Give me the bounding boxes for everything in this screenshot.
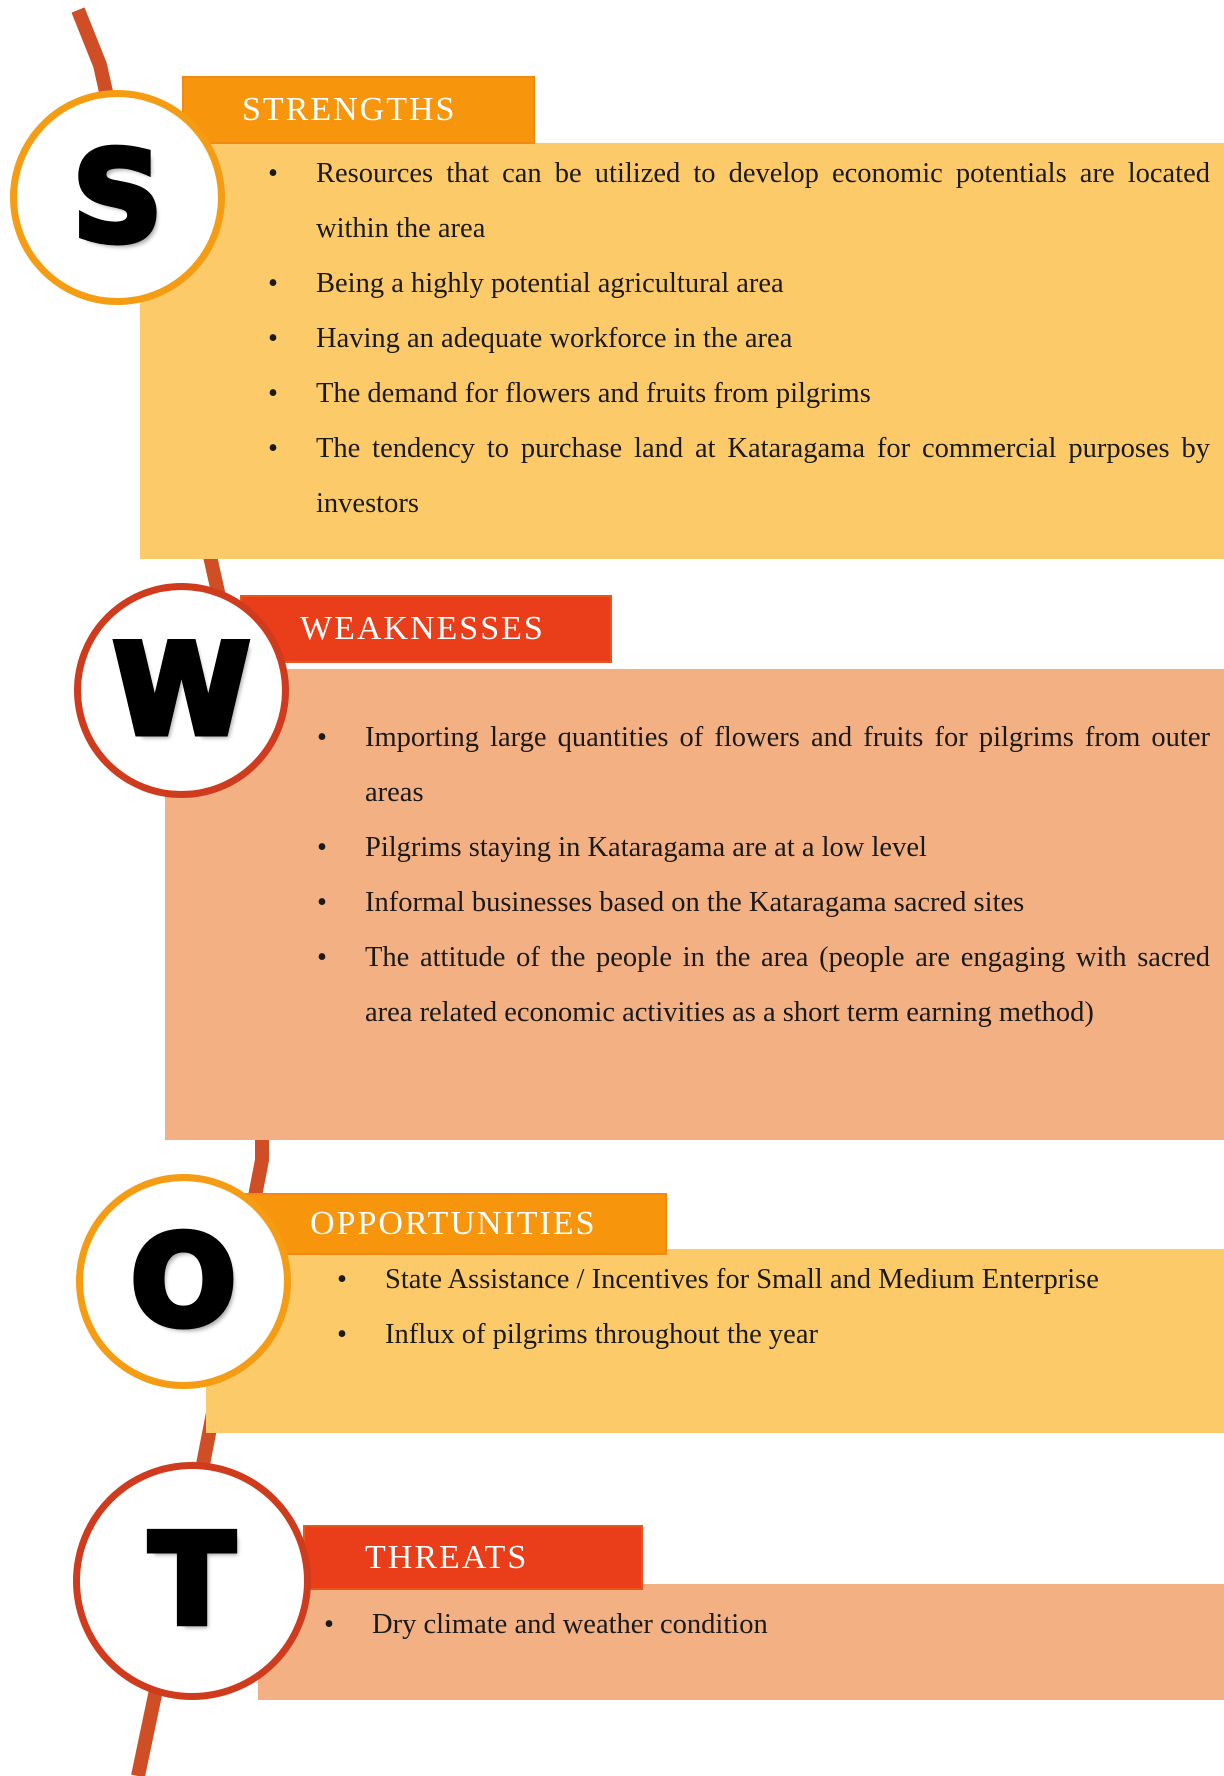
bullet-icon: •: [317, 722, 327, 753]
bullet-icon: •: [337, 1319, 347, 1350]
list-item: • The attitude of the people in the area (people are engaging with sacred area related economic activities as a short term earning method): [317, 930, 1210, 1040]
list-item: • State Assistance / Incentives for Small and Medium Enterprise: [337, 1252, 1210, 1307]
opportunities-circle: [76, 1174, 291, 1389]
bullet-icon: •: [317, 832, 327, 863]
list-item: • The demand for flowers and fruits from pilgrims: [268, 366, 1210, 421]
list-item: • Informal businesses based on the Kataragama sacred sites: [317, 875, 1210, 930]
bullet-icon: •: [317, 887, 327, 918]
weaknesses-letter: W: [113, 618, 250, 763]
opportunities-list: [337, 1252, 1210, 1362]
bullet-icon: •: [268, 323, 278, 354]
opportunities-title: OPPORTUNITIES: [310, 1205, 597, 1242]
strengths-list: [268, 146, 1210, 531]
bullet-icon: •: [268, 433, 278, 464]
list-item: • Pilgrims staying in Kataragama are at a low level: [317, 820, 1210, 875]
list-item: • Having an adequate workforce in the area: [268, 311, 1210, 366]
bullet-icon: •: [268, 268, 278, 299]
weaknesses-label: [240, 595, 612, 663]
weaknesses-circle: [74, 583, 289, 798]
list-item: • Resources that can be utilized to develop economic potentials are located within the area: [268, 146, 1210, 256]
bullet-icon: •: [268, 158, 278, 189]
list-item: • Importing large quantities of flowers and fruits for pilgrims from outer areas: [317, 710, 1210, 820]
opportunities-letter: O: [130, 1209, 237, 1354]
strengths-title: STRENGTHS: [242, 91, 457, 128]
strengths-label: [182, 76, 535, 144]
weaknesses-title: WEAKNESSES: [300, 610, 545, 647]
weaknesses-list: [317, 710, 1210, 1040]
bullet-icon: •: [324, 1609, 334, 1640]
bullet-icon: •: [268, 378, 278, 409]
threats-circle: [73, 1462, 311, 1700]
threats-list: [324, 1597, 1210, 1652]
bullet-icon: •: [317, 942, 327, 973]
threats-label: [303, 1525, 643, 1590]
list-item: • Influx of pilgrims throughout the year: [337, 1307, 1210, 1362]
bullet-icon: •: [337, 1264, 347, 1295]
threats-letter: T: [149, 1509, 235, 1653]
opportunities-label: [240, 1193, 667, 1255]
list-item: • The tendency to purchase land at Kataragama for commercial purposes by investors: [268, 421, 1210, 531]
threats-title: THREATS: [365, 1538, 529, 1576]
strengths-letter: S: [72, 125, 163, 270]
list-item: • Being a highly potential agricultural area: [268, 256, 1210, 311]
list-item: • Dry climate and weather condition: [324, 1597, 1210, 1652]
strengths-circle: [10, 90, 225, 305]
